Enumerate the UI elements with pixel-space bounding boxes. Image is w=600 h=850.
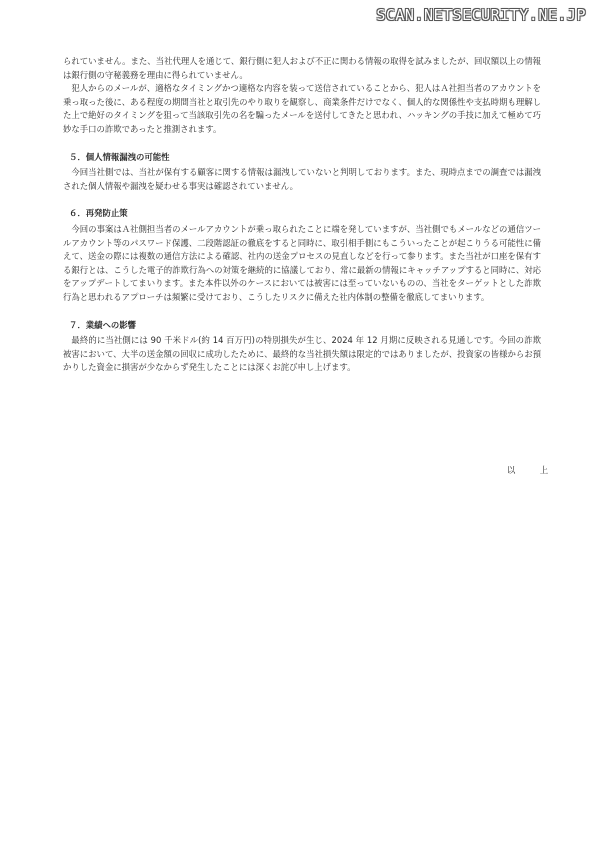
- intro-paragraph-attacker-method: 犯人からのメールが、適格なタイミングかつ適格な内容を装って送信されていることから、犯人はＡ社担当者のアカウントを乗っ取った後に、ある程度の期間当社と取引先のやり取りを観察し、商業条件だけでなく、個人的な関係性や支払時期も理解した上で絶好のタイミングを狙って当該取引先の名を騙ったメールを送付してきたと思われ、ハッキングの手技に加えて極めて巧妙な手口の詐欺であったと推測されます。: [63, 83, 541, 134]
- section-heading-earnings-impact: ７．業績への影響: [69, 319, 136, 330]
- section-paragraph-prevention: 今回の事案はＡ社側担当者のメールアカウントが乗っ取られたことに端を発していますが、当社側でもメールなどの通信ツールアカウント等のパスワード保護、二段階認証の徹底をすると同時に、取引相手側にもこういったことが起こりうる可能性に備えて、送金の際には複数の通信方法による確認、社内の送金プロセスの見直しなどを行って参ります。また当社が口座を保有する銀行とは、こうした電子的詐欺行為への対策を継続的に協議しており、常に最新の情報にキャッチアップすると同時に、対応をアップデートしてまいります。また本件以外のケースにおいては被害には至っていないものの、当社をターゲットとした詐欺行為と思われるアプローチは頻繁に受けており、こうしたリスクに備えた社内体制の整備を徹底してまいります。: [63, 223, 541, 302]
- section-paragraph-personal-info: 今回当社側では、当社が保有する顧客に関する情報は漏洩していないと判明しております。また、現時点までの調査では漏洩された個人情報や漏洩を疑わせる事実は確認されていません。: [63, 167, 541, 191]
- document-body: [63, 55, 541, 375]
- section-heading-prevention: ６．再発防止策: [69, 208, 128, 219]
- intro-paragraph-continued: られていません。また、当社代理人を通じて、銀行側に犯人および不正に関わる情報の取得を試みましたが、回収額以上の情報は銀行側の守秘義務を理由に得られていません。: [63, 56, 541, 80]
- site-watermark: SCAN.NETSECURITY.NE.JP: [376, 6, 586, 24]
- section-heading-personal-info: ５．個人情報漏洩の可能性: [69, 151, 170, 162]
- section-paragraph-earnings-impact: 最終的に当社側には 90 千米ドル(約 14 百万円)の特別損失が生じ、2024 年 12 月期に反映される見通しです。今回の詐欺被害において、大半の送金額の回収に成功したために、最終的な当社損失額は限定的ではありましたが、投資家の皆様からお預かりした資金に損害が少なからず発生したことには深くお詫び申し上げます。: [63, 335, 541, 373]
- closing-mark: 以 上: [507, 465, 557, 475]
